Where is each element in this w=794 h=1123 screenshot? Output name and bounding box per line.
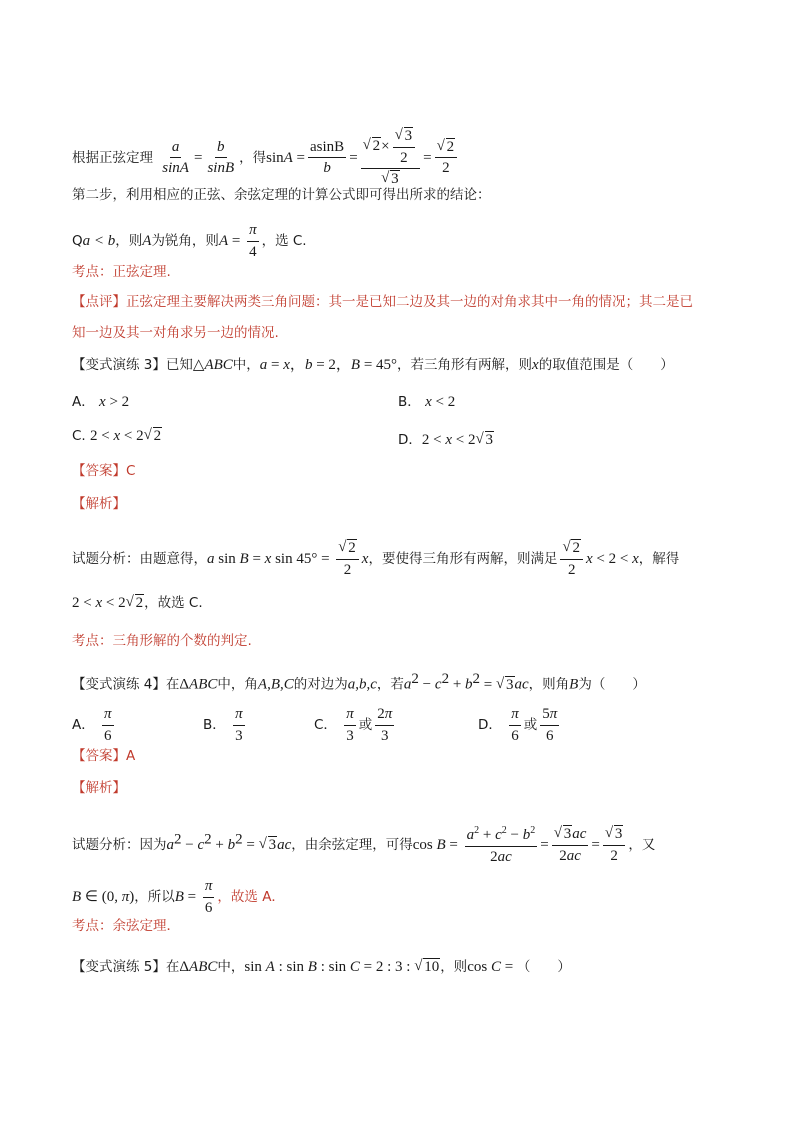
question-3: 【变式演练 3】已知△ABC中，a = x，b = 2，B = 45°，若三角形有两解，则x的取值范围是（ ）: [72, 357, 674, 373]
fraction: √ $\frac{2}{2}$: [435, 139, 458, 177]
text: ，得: [239, 149, 267, 166]
fraction: √ 2× √ $\frac{3}{2}$ √ 3: [361, 128, 420, 188]
question-4: 【变式演练 4】在ΔABC中，角A,B,C的对边为a,b,c，若$a^2 - c^2 + b^2$ = √ 3ac，则角B为（ ）: [72, 672, 724, 693]
question-5: 【变式演练 5】在ΔABC中，sin A : sin B : sin C = 2 : 3 : √ 10，则cos C = （ ）: [72, 960, 724, 975]
fraction: $\frac{b}{\sin B}$: [207, 138, 235, 177]
analysis-label: 【解析】: [72, 496, 126, 512]
kaodian-1: 考点：正弦定理.: [72, 264, 171, 280]
q4-option-b: B． $\frac{\pi}{3}$: [203, 706, 243, 744]
fraction: $\frac{a}{\sin A}$: [162, 138, 189, 177]
comment: 【点评】正弦定理主要解决两类三角问题：其一是已知二边及其一边的对角求其中一角的情况；其二是已: [72, 294, 693, 310]
q3-option-a: A． x > 2: [72, 394, 130, 410]
text: 根据正弦定理: [72, 149, 153, 166]
fraction: $\frac{asinB}{b}$: [310, 138, 345, 177]
analysis-3: 试题分析：由题意得，a sin B = x sin 45° = √ $\frac{2}{2}$ x，要使得三角形有两解，则满足 √ $\frac{2}{2}$ x < 2 < x，解得: [72, 540, 724, 578]
q4-option-a: A． $\frac{\pi}{6}$: [72, 706, 112, 744]
step-two: 第二步，利用相应的正弦、余弦定理的计算公式即可得出所求的结论：: [72, 187, 491, 203]
kaodian-4: 考点：余弦定理．: [72, 918, 180, 934]
kaodian-3: 考点：三角形解的个数的判定.: [72, 633, 252, 649]
sine-law-line: 根据正弦定理 $\frac{a}{\sin A}$ = $\frac{b}{\sin B}$ ，得sinA = $\frac{asinB}{b}$ = √ 2× √ $\frac{3}{2}$ √ 3 = √ $\frac{2}{2}$: [72, 128, 724, 188]
analysis-label-4: 【解析】: [72, 780, 126, 796]
analysis-4: 试题分析：因为$a^2 - c^2 + b^2$ = √ 3ac，由余弦定理，可得cos B = $\frac{a^2 + c^2 - b^2}{2ac}$ = √ $\frac{3ac}{2ac}$ = √ $\frac{3}{2}$ ，又: [72, 825, 724, 865]
q3-option-b: B． x < 2: [398, 394, 456, 410]
analysis-4-cont: B ∈ (0, π)，所以B = $\frac{\pi}{6}$ ，故选 A．: [72, 878, 285, 916]
q4-option-c: C． $\frac{\pi}{3}$ 或 $\frac{2\pi}{3}$: [314, 706, 393, 744]
q3-option-c: C. 2 < x < 2√ 2: [72, 428, 162, 445]
conclusion-line: Qa < b，则A为锐角，则A = $\frac{\pi}{4}$ ，选 C.: [72, 222, 307, 260]
q4-option-d: D． $\frac{\pi}{6}$ 或 $\frac{5\pi}{6}$: [478, 706, 558, 744]
answer-4: 【答案】A: [72, 748, 136, 764]
q3-option-d: D．2 < x < 2√ 3: [398, 428, 494, 449]
analysis-3-cont: 2 < x < 2√ 2，故选 C.: [72, 596, 724, 611]
comment-cont: 知一边及其一对角求另一边的情况.: [72, 325, 279, 341]
answer-3: 【答案】C: [72, 463, 136, 479]
